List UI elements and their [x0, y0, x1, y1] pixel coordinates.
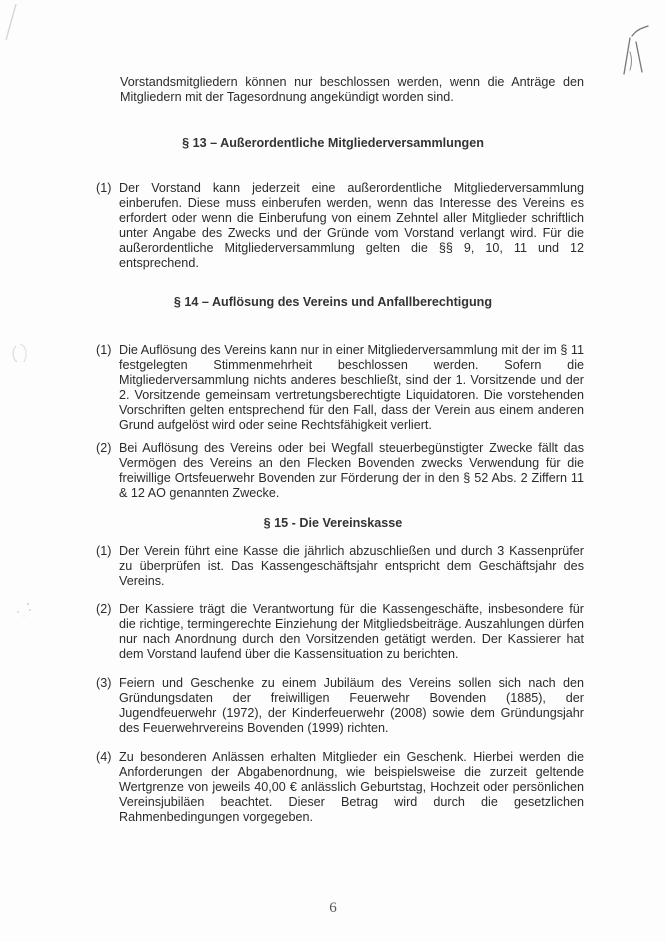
item-text: Der Verein führt eine Kasse die jährlich abzuschließen und durch 3 Kassenprüfer zu überprüfen ist. Das Kassengeschäftsjahr entspricht dem Geschäftsjahr des Vereins. — [119, 544, 584, 588]
page-number: 6 — [329, 900, 337, 916]
section-15-item-4 — [96, 750, 584, 825]
scan-edge-mark-icon — [2, 2, 22, 42]
section-heading-14: § 14 – Auflösung des Vereins und Anfallberechtigung — [173, 295, 493, 309]
section-heading-15: § 15 - Die Vereinskasse — [263, 516, 403, 530]
handwritten-initials-icon — [620, 22, 654, 78]
item-text: Die Auflösung des Vereins kann nur in einer Mitgliederversammlung mit der im § 11 festgelegten Stimmenmehrheit beschlossen werden. Sofern die Mitgliederversammlung nichts anderes beschließt, sind der 1. Vorsitzende und der 2. Vorsitzende gemeinsam vertretungsberechtigte Liquidatoren. Die vorstehenden Vorschriften gelten entsprechend für den Fall, dass der Verein aus einem anderen Grund aufgelöst wird oder seine Rechtsfähigkeit verliert. — [119, 343, 584, 432]
item-text: Der Vorstand kann jederzeit eine außerordentliche Mitgliederversammlung einberufen. Diese muss einberufen werden, wenn das Interesse des Vereins es erfordert oder wenn die Einberufung von einem Zehntel aller Mitglieder schriftlich unter Angabe des Zwecks und der Gründe vom Vorstand verlangt wird. Für die außerordentliche Mitgliederversammlung gelten die §§ 9, 10, 11 und 12 entsprechend. — [119, 181, 584, 270]
punch-hole-mark-icon — [10, 340, 32, 366]
item-number: (4) — [96, 750, 112, 764]
section-heading-13: § 13 – Außerordentliche Mitgliederversammlungen — [182, 136, 484, 150]
item-number: (2) — [96, 441, 112, 455]
item-text: Der Kassiere trägt die Verantwortung für die Kassengeschäfte, insbesondere für die richtige, termingerechte Einziehung der Mitgliedsbeiträge. Auszahlungen dürfen nur nach Anordnung durch den Vorsitzenden getätigt werden. Der Kassierer hat dem Vorstand laufend über die Kassensituation zu berichten. — [119, 602, 584, 661]
item-number: (1) — [96, 544, 112, 558]
item-number: (1) — [96, 343, 112, 357]
item-number: (1) — [96, 181, 112, 195]
section-15-item-1 — [96, 544, 584, 589]
item-text: Zu besonderen Anlässen erhalten Mitglieder ein Geschenk. Hierbei werden die Anforderungen der Abgabenordnung, wie beispielsweise die zurzeit geltende Wertgrenze von jeweils 40,00 € anlässlich Geburtstag, Hochzeit oder persönlichen Vereinsjubiläen beachtet. Dieser Betrag wird durch die gesetzlichen Rahmenbedingungen vorgegeben. — [119, 750, 584, 824]
section-13-item-1 — [96, 181, 584, 271]
item-number: (3) — [96, 676, 112, 690]
item-number: (2) — [96, 602, 112, 616]
section-14-item-2 — [96, 441, 584, 501]
section-14-item-1 — [96, 343, 584, 433]
section-15-item-3 — [96, 676, 584, 736]
section-15-item-2 — [96, 602, 584, 662]
item-text: Bei Auflösung des Vereins oder bei Wegfall steuerbegünstigter Zwecke fällt das Vermögen des Vereins an den Flecken Bovenden zwecks Verwendung für die freiwillige Ortsfeuerwehr Bovenden zur Förderung der in den § 52 Abs. 2 Ziffern 11 & 12 AO genannten Zwecke. — [119, 441, 584, 500]
scan-speckle-icon — [10, 600, 36, 620]
intro-paragraph: Vorstandsmitgliedern können nur beschlossen werden, wenn die Anträge den Mitgliedern mit der Tagesordnung angekündigt worden sind. — [120, 75, 584, 104]
item-text: Feiern und Geschenke zu einem Jubiläum des Vereins sollen sich nach den Gründungsdaten der freiwilligen Feuerwehr Bovenden (1885), der Jugendfeuerwehr (1972), der Kinderfeuerwehr (2008) sowie dem Gründungsjahr des Feuerwehrvereins Bovenden (1999) richten. — [119, 676, 584, 735]
